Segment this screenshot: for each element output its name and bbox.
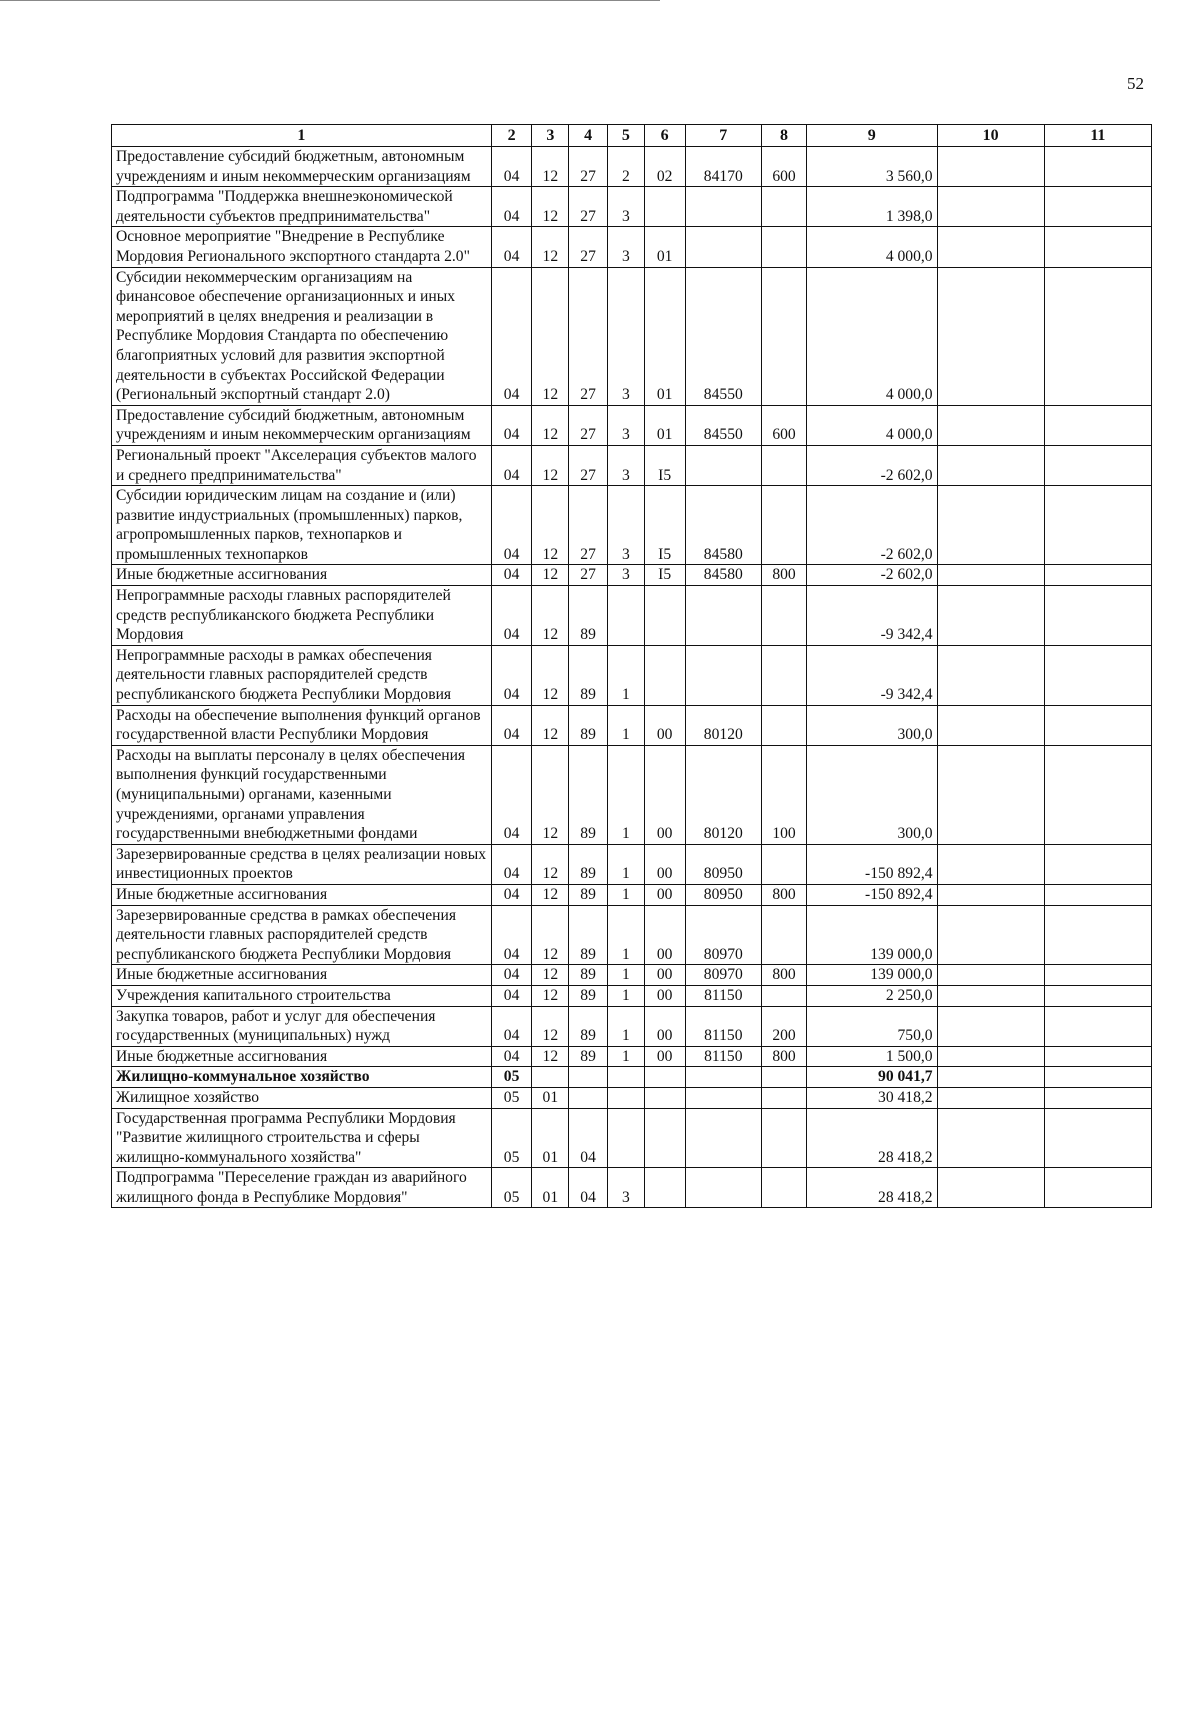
table-row [112,645,1152,705]
code-cell-c3: 12 [532,227,569,267]
table-body [112,147,1152,1208]
code-cell-c7: 84550 [685,267,762,405]
code-cell-c4: 89 [569,705,608,745]
code-cell-c2: 04 [491,745,532,844]
code-cell-c2: 04 [491,267,532,405]
code-cell-c8 [762,985,807,1006]
code-cell-c5: 3 [607,486,644,565]
code-cell-c5 [607,1108,644,1168]
code-cell-c10 [937,267,1044,405]
code-cell-c3: 12 [532,1006,569,1046]
code-cell-c8 [762,905,807,965]
code-cell-c4 [569,1087,608,1108]
code-cell-c7 [685,1168,762,1208]
scan-edge-line [0,0,660,1]
code-cell-c5: 3 [607,405,644,445]
code-cell-c8 [762,844,807,884]
code-cell-c11 [1044,844,1151,884]
row-name-cell: Закупка товаров, работ и услуг для обеспечения государственных (муниципальных) нужд [112,1006,492,1046]
code-cell-c10 [937,1067,1044,1088]
code-cell-c6: 01 [644,227,685,267]
code-cell-c3: 12 [532,445,569,485]
amount-cell: -9 342,4 [806,586,937,646]
table-row [112,586,1152,646]
code-cell-c3: 12 [532,884,569,905]
code-cell-c10 [937,745,1044,844]
code-cell-c2: 04 [491,486,532,565]
code-cell-c10 [937,1046,1044,1067]
column-header-8: 8 [762,125,807,147]
code-cell-c8: 800 [762,884,807,905]
code-cell-c3: 12 [532,965,569,986]
code-cell-c8 [762,1168,807,1208]
code-cell-c10 [937,884,1044,905]
code-cell-c11 [1044,486,1151,565]
amount-cell: -9 342,4 [806,645,937,705]
code-cell-c7: 84550 [685,405,762,445]
code-cell-c7: 81150 [685,985,762,1006]
code-cell-c7: 84580 [685,486,762,565]
code-cell-c11 [1044,965,1151,986]
code-cell-c3: 01 [532,1168,569,1208]
code-cell-c3: 12 [532,187,569,227]
code-cell-c4: 04 [569,1168,608,1208]
table-row [112,884,1152,905]
code-cell-c11 [1044,1168,1151,1208]
code-cell-c5: 1 [607,905,644,965]
code-cell-c8 [762,445,807,485]
row-name-cell: Зарезервированные средства в целях реализации новых инвестиционных проектов [112,844,492,884]
code-cell-c6: 00 [644,844,685,884]
code-cell-c4: 89 [569,745,608,844]
header-row [112,125,1152,147]
code-cell-c6 [644,1067,685,1088]
code-cell-c8 [762,267,807,405]
code-cell-c6: I5 [644,486,685,565]
row-name-cell: Государственная программа Республики Мордовия "Развитие жилищного строительства и сферы жилищно-коммунального хозяйства" [112,1108,492,1168]
code-cell-c3: 01 [532,1108,569,1168]
code-cell-c3: 12 [532,586,569,646]
column-header-10: 10 [937,125,1044,147]
amount-cell: 300,0 [806,745,937,844]
amount-cell: 750,0 [806,1006,937,1046]
code-cell-c3: 12 [532,147,569,187]
code-cell-c10 [937,445,1044,485]
code-cell-c10 [937,905,1044,965]
code-cell-c6 [644,1168,685,1208]
row-name-cell: Расходы на выплаты персоналу в целях обеспечения выполнения функций государственными (муниципальными) органами, казенными учреждениями, органами управления государственными внебюджетными фондами [112,745,492,844]
code-cell-c7: 80120 [685,705,762,745]
column-header-3: 3 [532,125,569,147]
code-cell-c2: 04 [491,645,532,705]
code-cell-c10 [937,565,1044,586]
code-cell-c5: 1 [607,645,644,705]
row-name-cell: Иные бюджетные ассигнования [112,884,492,905]
code-cell-c11 [1044,586,1151,646]
code-cell-c6 [644,1108,685,1168]
column-header-4: 4 [569,125,608,147]
code-cell-c7 [685,586,762,646]
code-cell-c5: 2 [607,147,644,187]
code-cell-c3: 12 [532,745,569,844]
code-cell-c5: 1 [607,844,644,884]
code-cell-c11 [1044,1067,1151,1088]
code-cell-c2: 05 [491,1067,532,1088]
code-cell-c4: 89 [569,985,608,1006]
table-row [112,486,1152,565]
row-name-cell: Зарезервированные средства в рамках обеспечения деятельности главных распорядителей средств республиканского бюджета Республики Мордовия [112,905,492,965]
amount-cell: 4 000,0 [806,227,937,267]
code-cell-c5: 3 [607,187,644,227]
amount-cell: -150 892,4 [806,884,937,905]
code-cell-c6: 00 [644,1046,685,1067]
code-cell-c3: 12 [532,844,569,884]
code-cell-c8 [762,1108,807,1168]
code-cell-c2: 04 [491,1046,532,1067]
code-cell-c3: 12 [532,267,569,405]
code-cell-c7: 84580 [685,565,762,586]
code-cell-c11 [1044,985,1151,1006]
row-name-cell: Жилищно-коммунальное хозяйство [112,1067,492,1088]
code-cell-c5: 1 [607,985,644,1006]
code-cell-c6 [644,187,685,227]
amount-cell: 28 418,2 [806,1168,937,1208]
code-cell-c5: 1 [607,884,644,905]
code-cell-c2: 04 [491,147,532,187]
code-cell-c7: 80970 [685,965,762,986]
amount-cell: 1 398,0 [806,187,937,227]
code-cell-c10 [937,705,1044,745]
code-cell-c5: 1 [607,965,644,986]
code-cell-c3: 12 [532,705,569,745]
code-cell-c11 [1044,1006,1151,1046]
code-cell-c5 [607,1067,644,1088]
code-cell-c10 [937,844,1044,884]
code-cell-c4: 89 [569,645,608,705]
code-cell-c8 [762,187,807,227]
row-name-cell: Региональный проект "Акселерация субъектов малого и среднего предпринимательства" [112,445,492,485]
code-cell-c10 [937,486,1044,565]
code-cell-c6: 00 [644,965,685,986]
table-row [112,1006,1152,1046]
code-cell-c6 [644,645,685,705]
code-cell-c10 [937,965,1044,986]
code-cell-c8 [762,1067,807,1088]
code-cell-c6: 01 [644,405,685,445]
row-name-cell: Предоставление субсидий бюджетным, автономным учреждениям и иным некоммерческим организациям [112,147,492,187]
code-cell-c10 [937,187,1044,227]
code-cell-c4: 89 [569,1046,608,1067]
code-cell-c10 [937,586,1044,646]
code-cell-c4: 04 [569,1108,608,1168]
code-cell-c3: 12 [532,405,569,445]
code-cell-c11 [1044,267,1151,405]
code-cell-c4: 27 [569,267,608,405]
code-cell-c3: 12 [532,565,569,586]
code-cell-c6: I5 [644,565,685,586]
row-name-cell: Учреждения капитального строительства [112,985,492,1006]
code-cell-c8: 100 [762,745,807,844]
table-row [112,147,1152,187]
code-cell-c8 [762,645,807,705]
code-cell-c6: 00 [644,1006,685,1046]
column-header-1: 1 [112,125,492,147]
row-name-cell: Основное мероприятие "Внедрение в Республике Мордовия Регионального экспортного стандарта 2.0" [112,227,492,267]
code-cell-c7 [685,445,762,485]
row-name-cell: Жилищное хозяйство [112,1087,492,1108]
code-cell-c11 [1044,1087,1151,1108]
column-header-7: 7 [685,125,762,147]
table-row [112,1046,1152,1067]
row-name-cell: Субсидии юридическим лицам на создание и (или) развитие индустриальных (промышленных) парков, агропромышленных парков, технопарков и промышленных технопарков [112,486,492,565]
code-cell-c2: 04 [491,187,532,227]
code-cell-c4: 27 [569,147,608,187]
code-cell-c8: 600 [762,405,807,445]
table-row [112,227,1152,267]
table-row [112,1168,1152,1208]
table-row [112,445,1152,485]
code-cell-c3: 12 [532,905,569,965]
code-cell-c4: 89 [569,965,608,986]
code-cell-c8: 800 [762,1046,807,1067]
code-cell-c11 [1044,565,1151,586]
code-cell-c8 [762,705,807,745]
amount-cell: 4 000,0 [806,267,937,405]
amount-cell: -2 602,0 [806,565,937,586]
code-cell-c8: 800 [762,565,807,586]
column-header-11: 11 [1044,125,1151,147]
code-cell-c5: 3 [607,267,644,405]
code-cell-c3: 12 [532,1046,569,1067]
code-cell-c4: 27 [569,445,608,485]
table-row [112,905,1152,965]
code-cell-c3: 12 [532,645,569,705]
table-row [112,844,1152,884]
row-name-cell: Субсидии некоммерческим организациям на финансовое обеспечение организационных и иных мероприятий в целях внедрения и реализации в Республике Мордовия Стандарта по обеспечению благоприятных условий для развития экспортной деятельности в субъектах Российской Федерации (Региональный экспортный стандарт 2.0) [112,267,492,405]
budget-table [111,124,1152,1208]
code-cell-c2: 04 [491,884,532,905]
code-cell-c10 [937,147,1044,187]
column-header-9: 9 [806,125,937,147]
code-cell-c5: 1 [607,705,644,745]
code-cell-c2: 04 [491,405,532,445]
code-cell-c6: 00 [644,985,685,1006]
code-cell-c10 [937,645,1044,705]
code-cell-c10 [937,1006,1044,1046]
code-cell-c6: 02 [644,147,685,187]
code-cell-c7 [685,645,762,705]
code-cell-c6: I5 [644,445,685,485]
code-cell-c2: 04 [491,586,532,646]
code-cell-c4: 27 [569,405,608,445]
code-cell-c2: 04 [491,705,532,745]
code-cell-c8: 600 [762,147,807,187]
code-cell-c5: 1 [607,1006,644,1046]
code-cell-c8 [762,227,807,267]
code-cell-c2: 04 [491,844,532,884]
code-cell-c2: 04 [491,565,532,586]
code-cell-c8 [762,1087,807,1108]
code-cell-c2: 04 [491,965,532,986]
code-cell-c7 [685,227,762,267]
row-name-cell: Подпрограмма "Поддержка внешнеэкономической деятельности субъектов предпринимательства" [112,187,492,227]
code-cell-c6: 00 [644,884,685,905]
code-cell-c5: 3 [607,445,644,485]
code-cell-c4: 89 [569,884,608,905]
table-row [112,705,1152,745]
code-cell-c11 [1044,187,1151,227]
amount-cell: 90 041,7 [806,1067,937,1088]
code-cell-c6 [644,1087,685,1108]
code-cell-c8: 200 [762,1006,807,1046]
code-cell-c2: 05 [491,1087,532,1108]
code-cell-c5: 3 [607,565,644,586]
table-row [112,1087,1152,1108]
amount-cell: -150 892,4 [806,844,937,884]
code-cell-c11 [1044,147,1151,187]
code-cell-c6: 00 [644,905,685,965]
code-cell-c7: 80950 [685,844,762,884]
code-cell-c4 [569,1067,608,1088]
code-cell-c10 [937,405,1044,445]
amount-cell: 30 418,2 [806,1087,937,1108]
row-name-cell: Расходы на обеспечение выполнения функций органов государственной власти Республики Мордовия [112,705,492,745]
row-name-cell: Предоставление субсидий бюджетным, автономным учреждениям и иным некоммерческим организациям [112,405,492,445]
page-number: 52 [1127,74,1144,93]
code-cell-c10 [937,1108,1044,1168]
table-row [112,565,1152,586]
column-header-5: 5 [607,125,644,147]
amount-cell: 3 560,0 [806,147,937,187]
row-name-cell: Иные бюджетные ассигнования [112,565,492,586]
code-cell-c6: 01 [644,267,685,405]
code-cell-c7 [685,187,762,227]
code-cell-c6: 00 [644,745,685,844]
code-cell-c7: 80950 [685,884,762,905]
code-cell-c4: 27 [569,187,608,227]
code-cell-c5: 3 [607,227,644,267]
code-cell-c7: 84170 [685,147,762,187]
code-cell-c5 [607,586,644,646]
row-name-cell: Иные бюджетные ассигнования [112,1046,492,1067]
row-name-cell: Иные бюджетные ассигнования [112,965,492,986]
table-row [112,187,1152,227]
code-cell-c11 [1044,405,1151,445]
row-name-cell: Подпрограмма "Переселение граждан из аварийного жилищного фонда в Республике Мордовия" [112,1168,492,1208]
column-header-2: 2 [491,125,532,147]
code-cell-c7 [685,1108,762,1168]
code-cell-c2: 04 [491,1006,532,1046]
code-cell-c3: 12 [532,985,569,1006]
code-cell-c10 [937,227,1044,267]
code-cell-c10 [937,985,1044,1006]
code-cell-c4: 89 [569,1006,608,1046]
table-row [112,1067,1152,1088]
amount-cell: 1 500,0 [806,1046,937,1067]
code-cell-c4: 27 [569,227,608,267]
amount-cell: 28 418,2 [806,1108,937,1168]
code-cell-c7: 80120 [685,745,762,844]
table-row [112,965,1152,986]
code-cell-c3: 01 [532,1087,569,1108]
code-cell-c5: 1 [607,745,644,844]
code-cell-c7 [685,1067,762,1088]
code-cell-c8: 800 [762,965,807,986]
code-cell-c11 [1044,645,1151,705]
column-header-6: 6 [644,125,685,147]
code-cell-c11 [1044,445,1151,485]
code-cell-c11 [1044,884,1151,905]
code-cell-c2: 04 [491,445,532,485]
code-cell-c2: 04 [491,905,532,965]
code-cell-c8 [762,486,807,565]
table-row [112,1108,1152,1168]
code-cell-c3 [532,1067,569,1088]
code-cell-c10 [937,1087,1044,1108]
amount-cell: 300,0 [806,705,937,745]
code-cell-c11 [1044,1108,1151,1168]
code-cell-c11 [1044,705,1151,745]
amount-cell: 139 000,0 [806,965,937,986]
code-cell-c5 [607,1087,644,1108]
code-cell-c4: 27 [569,565,608,586]
code-cell-c6: 00 [644,705,685,745]
code-cell-c4: 89 [569,905,608,965]
amount-cell: -2 602,0 [806,486,937,565]
code-cell-c2: 04 [491,227,532,267]
code-cell-c11 [1044,905,1151,965]
row-name-cell: Непрограммные расходы в рамках обеспечения деятельности главных распорядителей средств республиканского бюджета Республики Мордовия [112,645,492,705]
table-row [112,267,1152,405]
code-cell-c2: 05 [491,1168,532,1208]
code-cell-c3: 12 [532,486,569,565]
amount-cell: -2 602,0 [806,445,937,485]
amount-cell: 2 250,0 [806,985,937,1006]
code-cell-c2: 04 [491,985,532,1006]
table-row [112,405,1152,445]
code-cell-c7: 81150 [685,1046,762,1067]
code-cell-c5: 1 [607,1046,644,1067]
code-cell-c11 [1044,1046,1151,1067]
code-cell-c10 [937,1168,1044,1208]
code-cell-c5: 3 [607,1168,644,1208]
amount-cell: 4 000,0 [806,405,937,445]
code-cell-c7 [685,1087,762,1108]
code-cell-c4: 89 [569,844,608,884]
amount-cell: 139 000,0 [806,905,937,965]
code-cell-c2: 05 [491,1108,532,1168]
table-row [112,985,1152,1006]
code-cell-c6 [644,586,685,646]
code-cell-c7: 80970 [685,905,762,965]
table-row [112,745,1152,844]
row-name-cell: Непрограммные расходы главных распорядителей средств республиканского бюджета Республики Мордовия [112,586,492,646]
code-cell-c7: 81150 [685,1006,762,1046]
code-cell-c8 [762,586,807,646]
code-cell-c4: 27 [569,486,608,565]
code-cell-c4: 89 [569,586,608,646]
code-cell-c11 [1044,745,1151,844]
code-cell-c11 [1044,227,1151,267]
